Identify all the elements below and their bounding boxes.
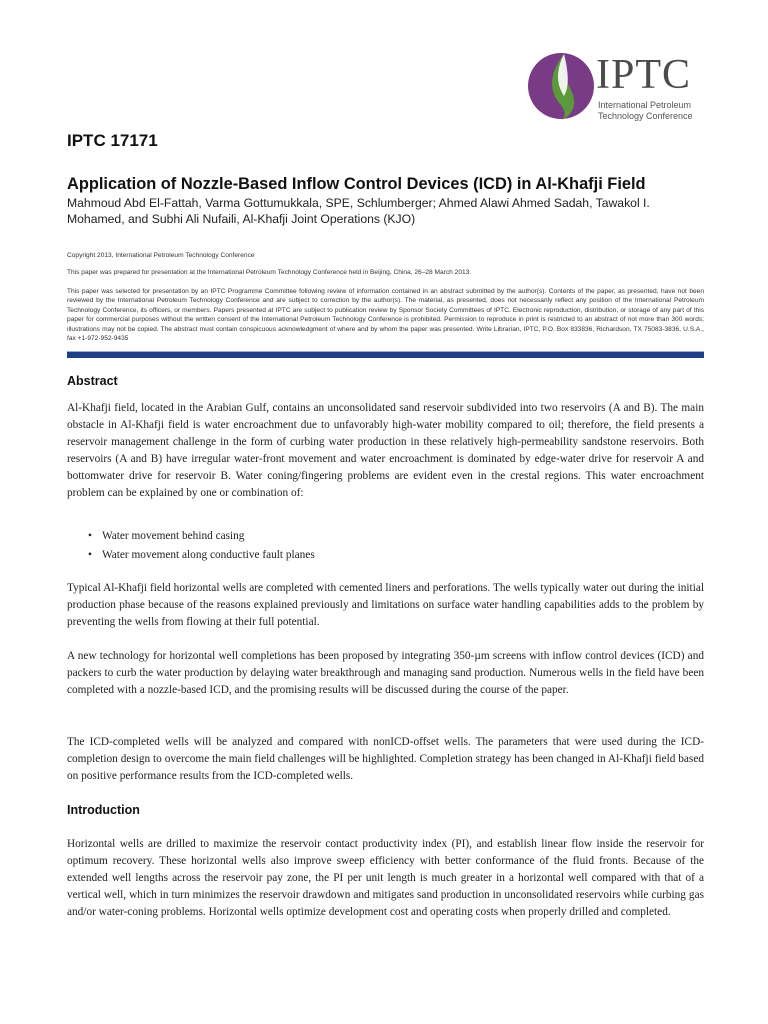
- logo-subtitle: [598, 100, 718, 122]
- abstract-heading: Abstract: [67, 374, 118, 388]
- bullet-icon: •: [88, 530, 92, 542]
- header-divider: [67, 351, 704, 358]
- introduction-paragraph-1: Horizontal wells are drilled to maximize the reservoir contact productivity index (PI), and establish linear flow inside the reservoir for optimum recovery. These horizontal wells also improve sweep efficiency with better conformance of the fluid fronts. Because of the extended well lengths across the reservoir pay zone, the PI per unit length is much greater in a horizontal well compared with that of a vertical well, which in turn minimizes the reservoir drawdown and mitigates sand production in unconsolidated reservoirs while curbing gas and/or water-coning problems. Horizontal wells optimize development cost and operating costs when properly drilled and completed.: [67, 838, 704, 918]
- bullet-text: Water movement behind casing: [102, 530, 245, 542]
- iptc-logo: [526, 50, 716, 126]
- legal-notice: This paper was selected for presentation by an IPTC Programme Committee following review of information contained in an abstract submitted by the author(s). Contents of the paper, as presented, have not been reviewed by the International Petroleum Technology Conference and are subject to correction by the author(s). The material, as presented, does not necessarily reflect any position of the International Petroleum Technology Conference, its officers, or members. Papers presented at IPTC are subject to publication review by Sponsor Society Committees of IPTC. Electronic reproduction, distribution, or storage of any part of this paper for commercial purposes without the written consent of the International Petroleum Technology Conference is prohibited. Permission to reproduce in print is restricted to an abstract of not more than 300 words; illustrations may not be copied. The abstract must contain conspicuous acknowledgment of where and by whom the paper was presented. Write Librarian, IPTC, P.O. Box 833836, Richardson, TX 75083-3836, U.S.A., fax +1-972-952-9435: [67, 288, 704, 343]
- logo-subtitle-line2: Technology Conference: [598, 111, 693, 121]
- bullet-icon: •: [88, 549, 92, 561]
- introduction-heading: Introduction: [67, 803, 140, 817]
- bullet-text: Water movement along conductive fault planes: [102, 549, 315, 561]
- authors: [67, 195, 717, 227]
- list-item: [88, 527, 315, 546]
- authors-line1: Mahmoud Abd El-Fattah, Varma Gottumukkala, SPE, Schlumberger; Ahmed Alawi Ahmed Sadah, Tawakol I.: [67, 196, 650, 210]
- logo-wordmark: IPTC: [596, 52, 692, 98]
- abstract-paragraph-1: Al-Khafji field, located in the Arabian Gulf, contains an unconsolidated sand reservoir subdivided into two reservoirs (A and B). The main obstacle in Al-Khafji field is water encroachment due to unfavorably high-water mobility compared to oil; therefore, the field presents a reservoir management challenge in the form of curbing water production in these relatively high-permeability sandstone reservoirs. Both reservoirs (A and B) have irregular water-front movement and water encroachment is dominated by edge-water drive for reservoir A and bottomwater drive for reservoir B. Water coning/fingering problems are evident even in the crestal regions. This water encroachment problem can be explained by one or combination of:: [67, 402, 704, 499]
- copyright-notice: Copyright 2013, International Petroleum Technology Conference: [67, 252, 255, 259]
- paper-title: Application of Nozzle-Based Inflow Control Devices (ICD) in Al-Khafji Field: [67, 175, 646, 193]
- abstract-paragraph-2: Typical Al-Khafji field horizontal wells are completed with cemented liners and perforations. The wells typically water out during the initial production phase because of the reasons explained previously and limitations on surface water handling capabilities adds to the problem by preventing the wells from flowing at their full potential.: [67, 582, 704, 628]
- abstract-bullet-list: [88, 527, 315, 565]
- paper-id: IPTC 17171: [67, 131, 158, 150]
- logo-subtitle-line1: International Petroleum: [598, 100, 692, 110]
- presentation-notice: This paper was prepared for presentation at the International Petroleum Technology Conference held in Beijing, China, 26–28 March 2013.: [67, 269, 472, 276]
- list-item: [88, 546, 315, 565]
- abstract-paragraph-4: The ICD-completed wells will be analyzed and compared with nonICD-offset wells. The parameters that were used during the ICD-completion design to overcome the main field challenges will be highlighted. Completion strategy has been changed in Al-Khafji field based on positive performance results from the ICD-completed wells.: [67, 736, 704, 782]
- abstract-paragraph-3: A new technology for horizontal well completions has been proposed by integrating 350-µm screens with inflow control devices (ICD) and packers to curb the water production by delaying water breakthrough and managing sand production. Numerous wells in the field have been completed with a nozzle-based ICD, and the promising results will be discussed during the course of the paper.: [67, 650, 704, 696]
- authors-line2: Mohamed, and Subhi Ali Nufaili, Al-Khafji Joint Operations (KJO): [67, 212, 416, 226]
- iptc-emblem-icon: [526, 50, 596, 122]
